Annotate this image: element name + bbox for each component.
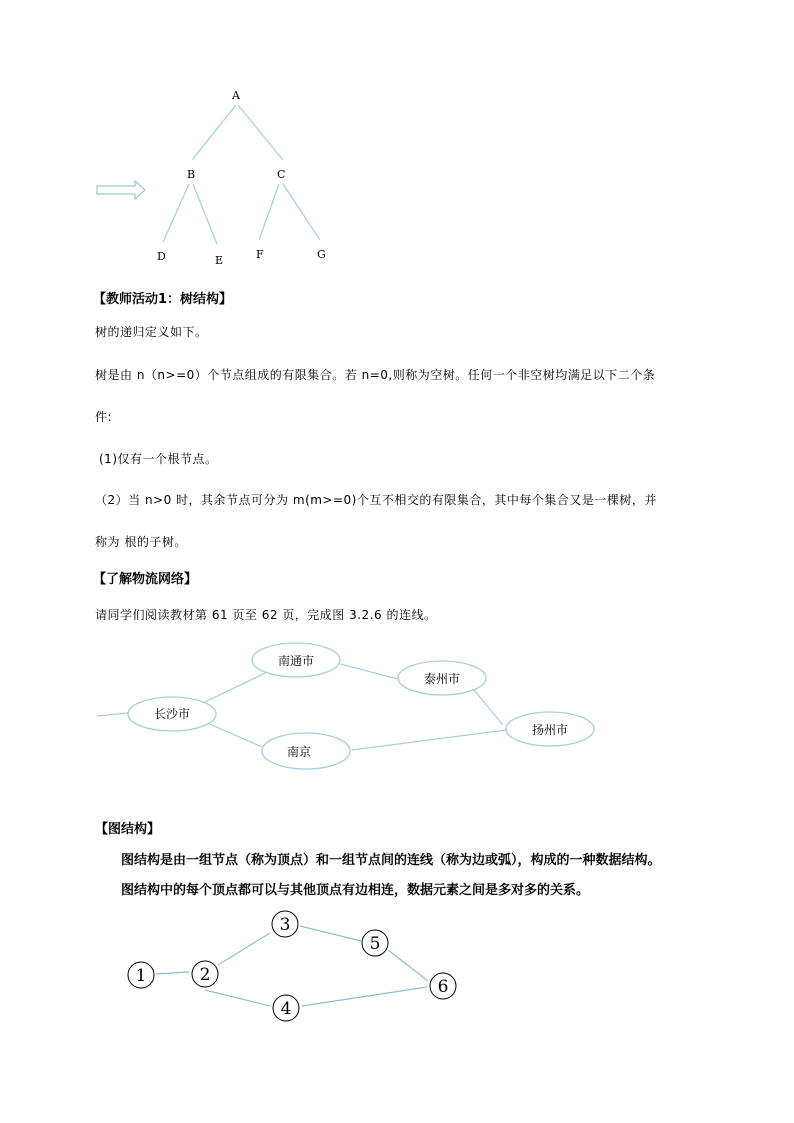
graph-vertex-6 <box>430 973 456 999</box>
vertex-label-3: 3 <box>279 915 291 935</box>
graph-definition-para2: 图结构中的每个顶点都可以与其他顶点有边相连，数据元素之间是多对多的关系。 <box>121 883 590 898</box>
condition-item-1: (1)仅有一个根节点。 <box>99 452 218 466</box>
city-label-nanjing: 南京 <box>286 745 312 759</box>
tree-definition-line1: 树是由 n（n>=0）个节点组成的有限集合。若 n=0,则称为空树。任何一个非空树均满足以下二个条 <box>95 368 656 382</box>
tree-definition-intro: 树的递归定义如下。 <box>95 325 208 339</box>
vertex-label-6: 6 <box>437 977 449 997</box>
tree-edge-b-e <box>193 184 217 244</box>
route-nantong-taizhou <box>340 664 398 679</box>
tree-edge-c-f <box>259 184 279 240</box>
tree-node-c: C <box>277 168 286 181</box>
vertex-label-5: 5 <box>369 934 381 954</box>
tree-definition-line2: 件: <box>95 410 113 424</box>
graph-edge-2-3 <box>218 933 270 965</box>
route-line-incoming <box>97 713 128 716</box>
logistics-instruction: 请同学们阅读教材第 61 页至 62 页，完成图 3.2.6 的连线。 <box>95 608 437 622</box>
vertex-label-2: 2 <box>199 965 211 985</box>
graph-structure-heading: 【图结构】 <box>95 822 161 837</box>
graph-vertex-3 <box>272 911 298 937</box>
graph-vertex-1 <box>128 962 154 988</box>
route-nanjing-yangzhou <box>352 730 506 750</box>
graph-edge-5-6 <box>388 950 428 981</box>
vertex-label-4: 4 <box>280 999 292 1019</box>
graph-vertex-5 <box>362 930 388 956</box>
logistics-network-diagram <box>0 630 794 780</box>
condition-item-2-line2: 称为 根的子树。 <box>95 535 187 549</box>
graph-edge-2-4 <box>205 990 270 1006</box>
tree-node-e: E <box>215 254 224 267</box>
tree-node-g: G <box>317 248 326 261</box>
logistics-heading: 【了解物流网络】 <box>93 572 198 587</box>
graph-vertex-4 <box>273 995 299 1021</box>
city-label-taizhou: 泰州市 <box>423 672 461 686</box>
graph-edge-1-2 <box>156 972 189 974</box>
graph-edge-3-5 <box>300 926 361 941</box>
city-node-yangzhou <box>506 712 594 746</box>
tree-diagram <box>0 80 360 270</box>
city-node-taizhou <box>398 661 486 695</box>
tree-node-a: A <box>232 89 240 102</box>
city-label-yangzhou: 扬州市 <box>531 723 569 737</box>
tree-node-d: D <box>157 250 166 263</box>
right-arrow-icon <box>97 181 145 199</box>
city-label-changsha: 长沙市 <box>153 707 191 721</box>
city-node-nantong <box>252 643 340 677</box>
tree-node-f: F <box>256 248 264 261</box>
tree-edge-b-d <box>163 184 189 242</box>
city-label-nantong: 南通市 <box>277 654 315 668</box>
route-changsha-nantong <box>205 673 265 702</box>
graph-structure-diagram <box>0 900 794 1030</box>
city-node-nanjing <box>262 733 350 769</box>
route-taizhou-yangzhou <box>474 690 503 725</box>
graph-vertex-2 <box>192 961 218 987</box>
condition-item-2-line1: （2）当 n>0 时，其余节点可分为 m(m>=0)个互不相交的有限集合，其中每个集合又是一棵树，并 <box>95 493 657 507</box>
tree-edge-c-g <box>283 184 320 240</box>
teacher-activity-heading: 【教师活动1：树结构】 <box>93 292 233 307</box>
tree-node-b: B <box>187 168 196 181</box>
vertex-label-1: 1 <box>135 966 147 986</box>
route-changsha-nanjing <box>205 722 262 747</box>
graph-definition-para1: 图结构是由一组节点（称为顶点）和一组节点间的连线（称为边或弧），构成的一种数据结构。 <box>121 853 661 868</box>
tree-edge-a-b <box>192 105 236 160</box>
tree-edge-a-c <box>238 105 283 160</box>
city-node-changsha <box>128 697 216 731</box>
graph-edge-4-6 <box>302 987 427 1006</box>
